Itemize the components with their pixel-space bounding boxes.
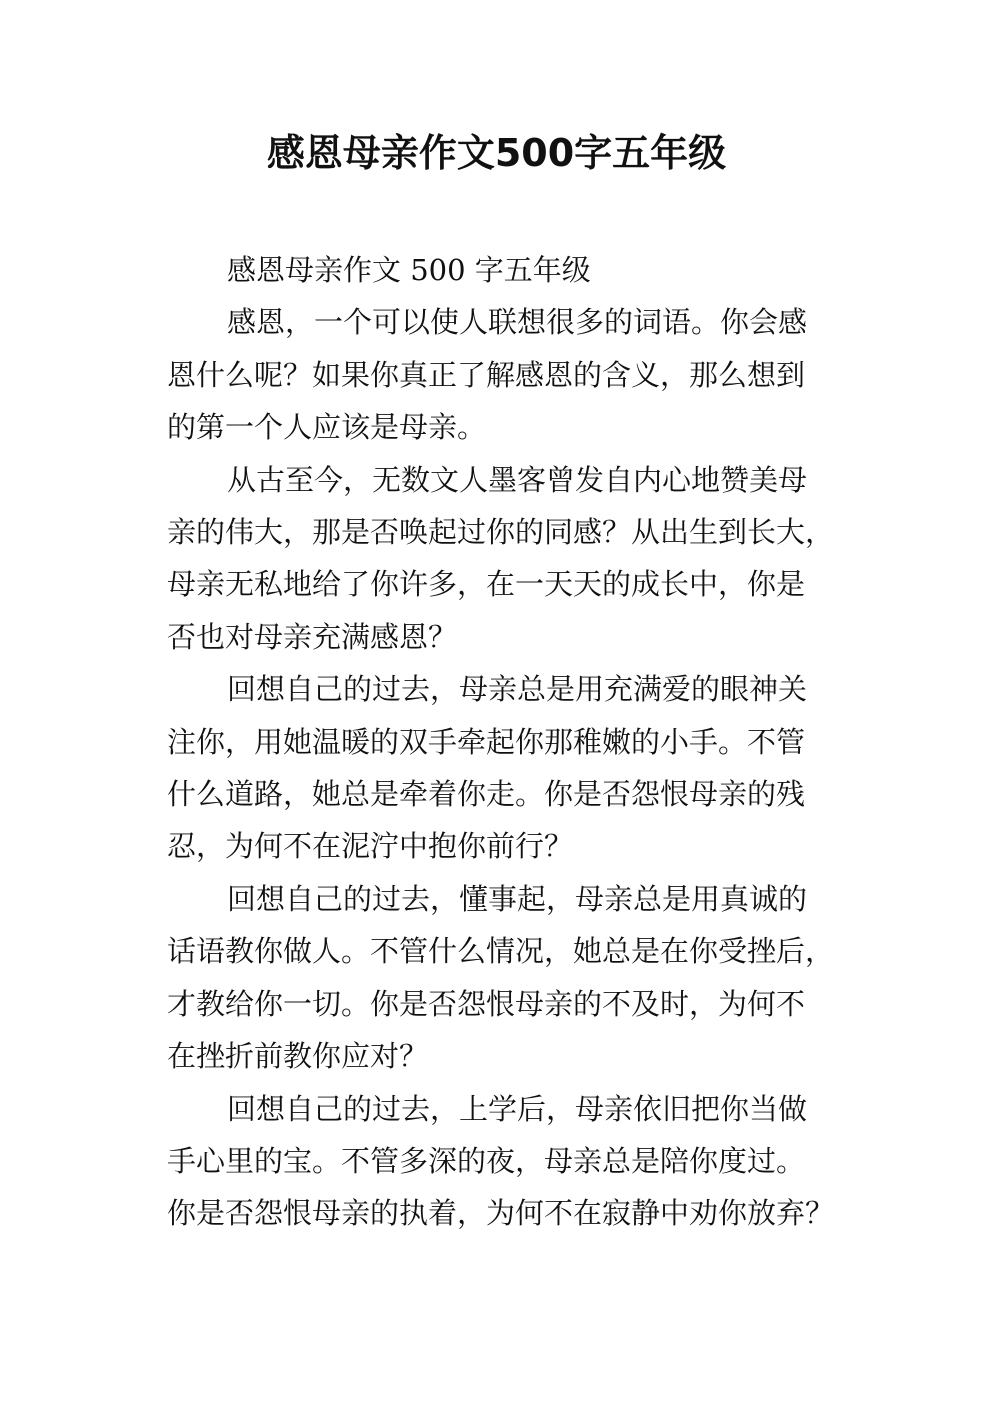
paragraph [167,454,847,664]
text-line: 在挫折前教你应对？ [167,1039,429,1074]
text-line: 亲的伟大，那是否唤起过你的同感？从出生到长大， [167,515,835,550]
text-line: 话语教你做人。不管什么情况，她总是在你受挫后， [167,934,835,969]
text-line: 否也对母亲充满感恩？ [167,619,458,654]
text-line: 注你，用她温暖的双手牵起你那稚嫩的小手。不管 [167,724,806,759]
text-line: 母亲无私地给了你许多，在一天天的成长中，你是 [167,567,806,602]
text-line: 的第一个人应该是母亲。 [167,410,487,445]
text-line: 感恩母亲作文 500 字五年级 [227,253,591,287]
text-line: 回想自己的过去，母亲总是用充满爱的眼神关 [227,672,808,707]
text-line: 感恩，一个可以使人联想很多的词语。你会感 [227,305,808,340]
paragraph [167,663,847,873]
paragraph [167,296,847,453]
text-line: 恩什么呢？如果你真正了解感恩的含义，那么想到 [167,357,806,392]
text-line: 忍，为何不在泥泞中抱你前行？ [167,829,574,864]
text-line: 手心里的宝。不管多深的夜，母亲总是陪你度过。 [167,1143,806,1178]
document-title: 感恩母亲作文500字五年级 [266,131,727,175]
paragraph [167,1083,847,1240]
paragraph [167,873,847,1083]
text-line: 你是否怨恨母亲的执着，为何不在寂静中劝你放弃？ [167,1196,835,1231]
text-line: 回想自己的过去，懂事起，母亲总是用真诚的 [227,881,808,916]
text-line: 回想自己的过去，上学后，母亲依旧把你当做 [227,1091,808,1126]
text-line: 从古至今，无数文人墨客曾发自内心地赞美母 [227,462,808,497]
text-line: 什么道路，她总是牵着你走。你是否怨恨母亲的残 [167,777,806,812]
text-line: 才教给你一切。你是否怨恨母亲的不及时，为何不 [167,986,806,1021]
paragraph [167,244,847,296]
document-body [167,244,847,1240]
